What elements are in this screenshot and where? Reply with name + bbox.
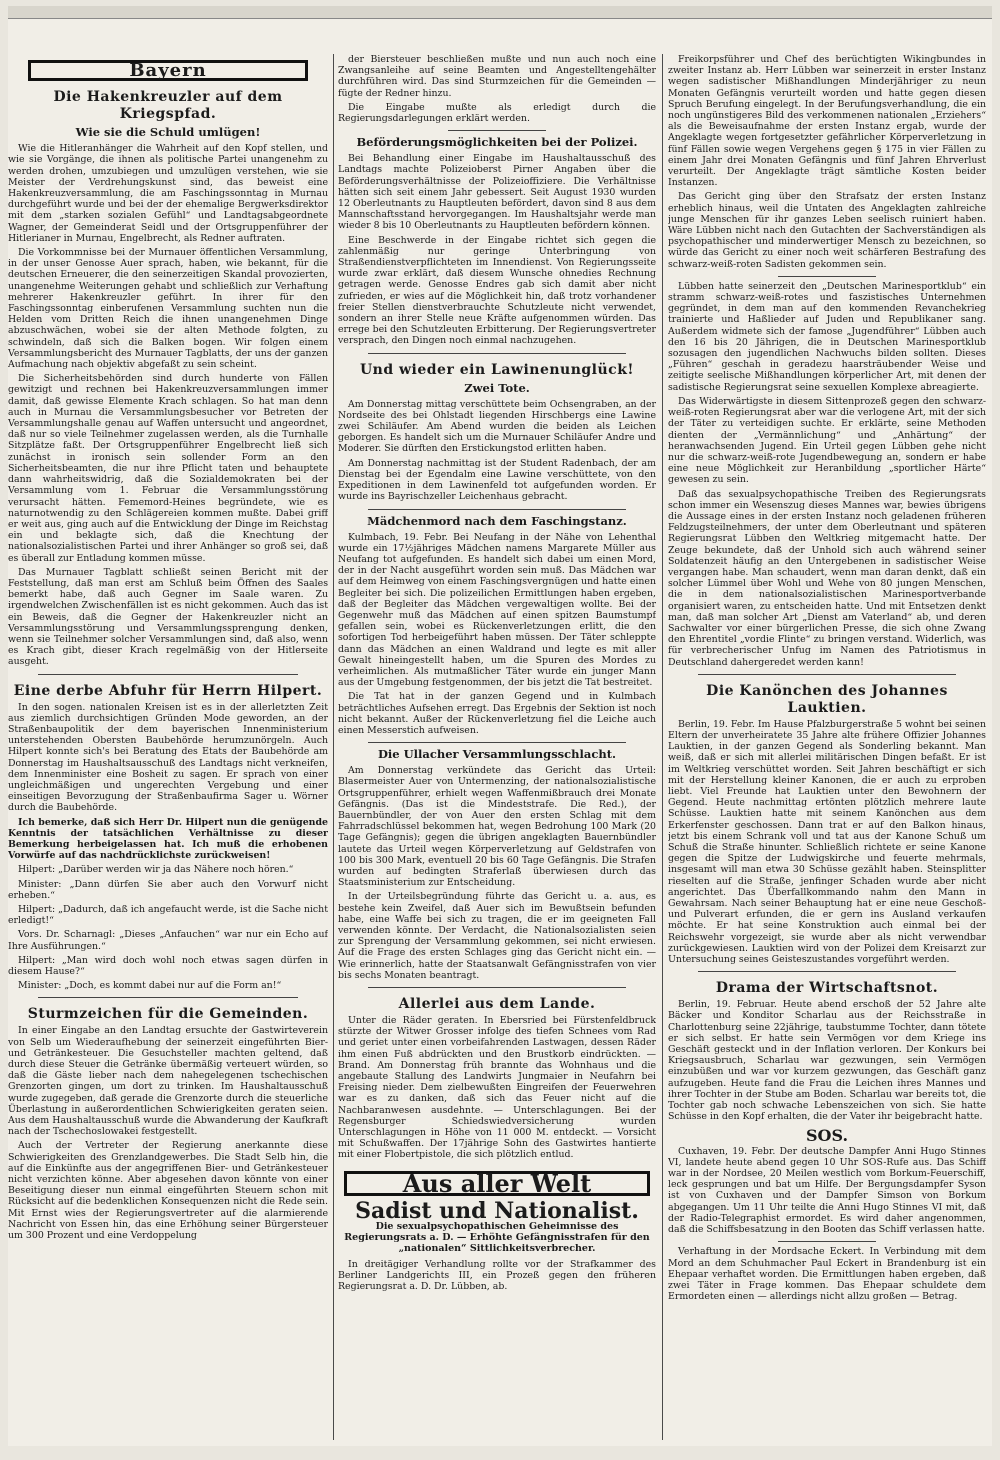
dialogue-line: Hilpert: „Dadurch, daß ich angefaucht werde, ist die Sache nicht erledigt!“	[8, 904, 328, 927]
section-header-bayern: Bayern	[28, 60, 308, 81]
article-paragraph: Das Widerwärtigste in diesem Sittenprozeß gegen den schwarz-weiß-roten Regierungsrat aber war die verlogene Art, mit der sich der Täter zu verteidigen suchte. Er erklärte, seine Methoden dienten der „Vermännlichung“ und „Anhärtung“ der heranwachsenden Jugend. Ein Urteil gegen Lübben gehe nicht nur die schwarz-weiß-rote Jugendbewegung an, sondern er habe eine neue Möglichkeit zur Heranbildung „sportlicher Härte“ gewesen zu sein.	[668, 395, 986, 486]
newspaper-page	[8, 6, 992, 1446]
article-paragraph: Freikorpsführer und Chef des berüchtigten Wikingbundes in zweiter Instanz ab. Herr Lübben war seinerzeit in erster Instanz wegen sadistischer Mißhandlungen Minderjähriger zu neun Monaten Gefängnis verurteilt worden und hatte gegen diesen Spruch Berufung eingelegt. In der Berufungsverhandlung, die ein noch ungünstigeres Bild des verkommenen nationalen „Erziehers“ als die Beweisaufnahme der ersten Instanz ergab, wurde der Angeklagte wegen fortgesetzter gefährlicher Körperverletzung in fünf Fällen sowie wegen Vergehens gegen § 175 in vier Fällen zu einem Jahr drei Monaten Gefängnis und fünf Jahren Ehrverlust verurteilt. Der Angeklagte trägt sämtliche Kosten beider Instanzen.	[668, 54, 986, 189]
separator	[368, 987, 626, 988]
column-divider	[333, 54, 334, 1440]
section-header-aus-aller-welt: Aus aller Welt	[344, 1171, 650, 1196]
column-2	[338, 54, 656, 1440]
separator	[698, 674, 956, 675]
headline: Eine derbe Abfuhr für Herrn Hilpert.	[13, 682, 323, 699]
article-paragraph: Die Tat hat in der ganzen Gegend und in Kulmbach beträchtliches Aufsehen erregt. Das Ergebnis der Sektion ist noch nicht bekannt. Außer der Rückenverletzung fiel die Leiche auch einen Messerstich aufweisen.	[338, 691, 656, 736]
subheadline: Wie sie die Schuld umlügen!	[75, 125, 261, 140]
article-paragraph: Die Vorkommnisse bei der Murnauer öffentlichen Versammlung, in der unser Genosse Auer sprach, haben, wie bekannt, für die deutschen Erneuerer, die den seinerzeitigen Skandal provozierten, unangenehme Weiterungen gehabt und schließlich zur Verhaftung mehrerer Hakenkreuzler geführt. In ihrer für den Faschingssonntag einberufenen Versammlung suchten nun die Helden vom Dritten Reich die ihnen unangenehmen Dinge abzuschwächen, wobei sie der alten Methode folgten, zu schwindeln, daß sich die Balken bogen. Wir folgen einem Versammlungsbericht des Murnauer Tagblatts, der uns der ganzen Aufmachung nach objektiv abgefaßt zu sein scheint.	[8, 247, 328, 371]
headline: Die Ullacher Versammlungsschlacht.	[377, 747, 617, 762]
headline: Die Kanönchen des Johannes Lauktien.	[706, 682, 948, 716]
article-paragraph: In der Urteilsbegründung führte das Gericht u. a. aus, es bestehe kein Zweifel, daß Auer sich im Bewußtsein befunden habe, eine Waffe bei sich zu tragen, die er im geeigneten Fall verwenden könnte. Der Verdacht, die Nationalsozialisten seien zur Sprengung der Versammlung gekommen, sei nicht erwiesen. Auf die Frage des ersten Schlages ging das Gericht nicht ein. — Wie erinnerlich, hatte der Staatsanwalt Gefängnisstrafen von vier bis sechs Monaten beantragt.	[338, 891, 656, 981]
article-paragraph: Das Gericht ging über den Strafsatz der ersten Instanz erheblich hinaus, weil die Untaten des Angeklagten zahlreiche junge Menschen für ihr ganzes Leben seelisch ruiniert haben. Wäre Lübben nicht nach den Gutachten der Sachverständigen als psychopathischer und minderwertiger Mensch zu bezeichnen, so würde das Gericht zu einer noch weit schärferen Bestrafung des schwarz-weiß-roten Sadisten gekommen sein.	[668, 191, 986, 270]
article-paragraph: Lübben hatte seinerzeit den „Deutschen Marinesportklub“ ein stramm schwarz-weiß-rotes und faszistisches Unternehmen gegründet, in dem man auf den kommenden Revanchekrieg trainierte und Haßlieder auf Juden und Republikaner sang. Außerdem widmete sich der famose „Jugendführer“ Lübben auch den 16 bis 20 Jährigen, die in Deutschen Marinesportklub sozusagen den jugendlichen Nachwuchs bilden sollten. Dieses „Führen“ geschah in geradezu haarsträubender Weise und zeitigte seelische Mißhandlungen körperlicher Art, mit denen der sadistische Regierungsrat seine sexuellen Komplexe abreagierte.	[668, 280, 986, 393]
article-paragraph: Daß das sexualpsychopathische Treiben des Regierungsrats schon immer ein Wesenszug dieses Mannes war, bewies übrigens die Aussage eines in der ersten Instanz noch geladenen früheren Feldzugsteilnehmers, der unter dem Oberleutnant und späteren Regierungsrat Lübben den Weltkrieg mitgemacht hatte. Der Zeuge bekundete, daß der Unhold sich auch während seiner Soldatenzeit häufig an den Untergebenen in sadistischer Weise vergangen habe. Man schaudert, wenn man daran denkt, daß ein solcher Lümmel über Wohl und Wehe von 80 jungen Menschen, die in dem nationalsozialistischen Marinesportverbande organisiert waren, zu entscheiden hatte. Und mit Entsetzen denkt man, daß man solcher Art „Dienst am Vaterland“ ab, und deren Sachwalter vor einer bürgerlichen Presse, die sich ohne Zwang den Ehrentitel „vordie Flinte“ zu bringen verstand. Widerlich, was für verbrecherischer Unfug im Namen des Patriotismus in Deutschland dahergeredet werden kann!	[668, 488, 986, 668]
separator	[368, 353, 626, 354]
headline: Mädchenmord nach dem Faschingstanz.	[367, 513, 627, 528]
article-paragraph: Eine Beschwerde in der Eingabe richtet sich gegen die zahlenmäßig nur geringe Unterbringung von Straßendienstverpflichteten im Innendienst. Von Regierungsseite wurde zwar erklärt, daß diesem Wunsche ohnedies Rechnung getragen werde. Genosse Endres gab sich damit aber nicht zufrieden, er wies auf die Möglichkeit hin, daß trotz vorhandener freier Stellen dienstverbrauchte Schutzleute nicht verwendet, sondern an ihrer Stelle neue Kräfte aufgenommen würden. Das errege bei den Schutzleuten Erbitterung. Der Regierungsvertreter versprach, den Dingen noch einmal nachzugehen.	[338, 234, 656, 347]
separator	[448, 130, 546, 131]
article-paragraph: Auch der Vertreter der Regierung anerkannte diese Schwierigkeiten des Grenzlandgewerbes. Die Stadt Selb hin, die auf die Einkünfte aus der angegriffenen Bier- und Getränkesteuer nicht verzichten könne. Aber abgesehen davon könnte von einer Beseitigung dieser nun einmal eingeführten Steuern schon mit Rücksicht auf die bedenklichen Konsequenzen nicht die Rede sein. Mit Ernst wies der Regierungsvertreter auf die alarmierende Nachricht von Essen hin, das eine Erhöhung seiner Bürgersteuer um 300 Prozent und eine Verdoppelung	[8, 1140, 328, 1242]
separator	[778, 276, 876, 277]
article-paragraph: Unter die Räder geraten. In Ebersried bei Fürstenfeldbruck stürzte der Witwer Grosser infolge des tiefen Schnees vom Rad und geriet unter einen vorbeifahrenden Lastwagen, dessen Räder ihm einen Fuß abdrückten und den Brustkorb eindrückten. — Brand. Am Donnerstag früh brannte das Wohnhaus und die angebaute Stallung des Landwirts Jungmaier in Neufahrn bei Freising nieder. Dem zielbewußten Eingreifen der Feuerwehren war es zu danken, daß sich das Feuer nicht auf die Nachbaranwesen ausdehnte. — Unterschlagungen. Bei der Regensburger Schiedswiedversicherung wurden Unterschlagungen in Höhe von 11 000 M. entdeckt. — Vorsicht mit Schußwaffen. Der 17jährige Sohn des Gastwirtes hantierte mit einer Flobertpistole, die sich plötzlich entlud.	[338, 1015, 656, 1161]
subheadline: Zwei Tote.	[464, 380, 530, 395]
article-paragraph: Verhaftung in der Mordsache Eckert. In Verbindung mit dem Mord an dem Schuhmacher Paul Eckert in Brandenburg ist ein Ehepaar verhaftet worden. Die Ermittlungen haben ergeben, daß zwei Täter in Frage kommen. Das Ehepaar schuldete dem Ermordeten einen — allerdings nicht allzu großen — Betrag.	[668, 1246, 986, 1303]
article-paragraph: Das Murnauer Tagblatt schließt seinen Bericht mit der Feststellung, daß man erst am Schluß beim Öffnen des Saales bemerkt habe, daß auch Gegner im Saale waren. Zu irgendwelchen Zwischenfällen ist es nicht gekommen. Auch das ist ein Beweis, daß die Gegner der Hakenkreuzler nicht an Versammlungsstörung und Versammlungssprengung denken, wenn sie Teilnehmer solcher Versammlungen sind, daß also, wenn es Krach gibt, dieser Krach regelmäßig von der Hitlerseite ausgeht.	[8, 566, 328, 668]
article-paragraph: Ich bemerke, daß sich Herr Dr. Hilpert nun die genügende Kenntnis der tatsächlichen Verhältnisse zu dieser Bemerkung herbeigelassen hat. Ich muß die erhobenen Vorwürfe auf das nachdrücklichste zurückweisen!	[8, 816, 328, 862]
page-top-strip	[8, 6, 992, 19]
article-paragraph: Kulmbach, 19. Febr. Bei Neufang in der Nähe von Lehenthal wurde ein 17½jähriges Mädchen namens Margarete Müller aus Neufang tot aufgefunden. Es handelt sich dabei um einen Mord, der in der Nacht ausgeführt worden sein muß. Das Mädchen war auf dem Heimweg von einem Faschingsvergnügen und hatte einen Begleiter bei sich. Die polizeilichen Ermittlungen haben ergeben, daß der Begleiter das Mädchen vergewaltigen wollte. Bei der Gegenwehr muß das Mädchen auf einen spitzen Baumstumpf gefallen sein, wobei es Rückenverletzungen erlitt, die den sofortigen Tod herbeigeführt haben müssen. Der Täter schleppte dann das Mädchen an einen Waldrand und legte es mit aller Gewalt hineingestellt haben, um die Spuren des Mordes zu verheimlichen. Als mutmaßlicher Täter wurde ein junger Mann aus der Umgebung festgenommen, der bis jetzt die Tat bestreitet.	[338, 531, 656, 689]
article-paragraph: Am Donnerstag verkündete das Gericht das Urteil: Blasermeister Auer von Untermenzing, der nationalsozialistische Ortsgruppenführer, erhielt wegen Waffenmißbrauch drei Monate Gefängnis. (Das ist die Mindeststrafe. Die Red.), der Bauernbündler, der von Auer den ersten Schlag mit dem Fahrradschlüssel bekommen hat, wegen Bedrohung 100 Mark (20 Tage Gefängnis); gegen die übrigen angeklagten Bauernbündler lautete das Urteil wegen Körperverletzung auf Geldstrafen von 100 bis 300 Mark, eventuell 20 bis 60 Tage Gefängnis. Die Strafen wurden auf bedingten Straferlaß überwiesen durch das Staatsministerium zur Entscheidung.	[338, 765, 656, 889]
dialogue-line: Hilpert: „Man wird doch wohl noch etwas sagen dürfen in diesem Hause?“	[8, 954, 328, 978]
article-paragraph: Bei Behandlung einer Eingabe im Haushaltausschuß des Landtags machte Polizeioberst Pirner Angaben über die Beförderungsverhältnisse der Polizeioffiziere. Die Verhältnisse hätten sich seit einem Jahr gebessert. Seit August 1930 wurden 12 Oberleutnants zu Hauptleuten befördert, davon sind 8 aus dem Mannschaftsstand hervorgegangen. Im Haushaltsjahr werde man wieder 8 bis 10 Oberleutnants zu Hauptleuten befördern können.	[338, 153, 656, 232]
article-paragraph: der Biersteuer beschließen mußte und nun auch noch eine Zwangsanleihe auf seine Beamten und Angestelltengehälter durchführen wird. Das sind Sturmzeichen für die Gemeinden — fügte der Redner hinzu.	[338, 54, 656, 99]
dialogue-line: Hilpert: „Darüber werden wir ja das Nähere noch hören.“	[18, 864, 294, 876]
headline: Sturmzeichen für die Gemeinden.	[27, 1006, 309, 1023]
headline: Drama der Wirtschaftsnot.	[715, 980, 939, 997]
article-paragraph: Cuxhaven, 19. Febr. Der deutsche Dampfer Anni Hugo Stinnes VI, landete heute abend gegen 10 Uhr SOS-Rufe aus. Das Schiff war in der Nordsee, 20 Meilen westlich vom Borkum-Feuerschiff, leck gesprungen und bat um Hilfe. Der Bergungsdampfer Syson ist von Cuxhaven und der Dampfer Simson von Borkum abgegangen. Um 11 Uhr teilte die Anni Hugo Stinnes VI mit, daß der Radio-Telegraphist ermordet. Es wird daher angenommen, daß die Schiffsbesatzung in den Booten das Schiff verlassen hatte.	[668, 1145, 986, 1236]
separator	[368, 509, 626, 510]
article-paragraph: Am Donnerstag mittag verschüttete beim Ochsengraben, an der Nordseite des bei Ohlstadt liegenden Hirschbergs eine Lawine zwei Schiläufer. Am Abend wurden die beiden als Leichen geborgen. Es handelt sich um die Murnauer Schiläufer Andre und Moderer. Sie dürften den Erstickungstod erlitten haben.	[338, 398, 656, 455]
separator	[38, 997, 298, 998]
separator	[778, 1241, 876, 1242]
dialogue-line: Minister: „Dann dürfen Sie aber auch den Vorwurf nicht erheben.“	[8, 878, 328, 901]
headline: Die Hakenkreuzler auf dem Kriegspfad.	[53, 89, 283, 123]
separator	[38, 674, 298, 675]
column-1	[8, 54, 328, 1440]
dialogue-line: Vors. Dr. Scharnagl: „Dieses „Anfauchen“ war nur ein Echo auf Ihre Ausführungen.“	[8, 929, 328, 952]
headline: Beförderungsmöglichkeiten bei der Polizei.	[356, 135, 638, 150]
article-paragraph: Berlin, 19. Febr. Im Hause Pfalzburgerstraße 5 wohnt bei seinen Eltern der unverheiratete 35 Jahre alte frühere Offizier Johannes Lauktien, in der ganzen Gegend als Sonderling bekannt. Man weiß, daß er sich mit allerlei militärischen Dingen befaßt. Er ist im Weltkrieg verschüttet worden. Seit Jahren beschäftigt er sich mit der Herstellung kleiner Kanonen, die er auch zu erproben liebt. Viel Freunde hat Lauktien unter den Bewohnern der Gegend. Heute nachmittag ertönten plötzlich mehrere laute Schüsse. Lauktien hatte mit seinem Kanönchen aus dem Erkerfenster geschossen. Dann trat er auf den Balkon hinaus, jetzt bis einem Schrank voll und tat aus der Kanone Schuß um Schuß die Straße hinunter. Schließlich richtete er seine Kanone gegen die Spitze der Ludwigskirche und feuerte mehrmals, insgesamt will man etwa 30 Schüsse gezählt haben. Steinsplitter rieselten auf die Straße, jenfinger Schaden wurde aber nicht angerichtet. Das Überfallkommando nahm den Mann in Gewahrsam. Nach seiner Behauptung hat er eine neue Geschoß- und Pulverart erfunden, die er gern ins Ausland verkaufen möchte. Er hat seine Konstruktion auch einmal bei der Reichswehr vorgezeigt, sie wurde aber als nicht verwendbar zurückgewiesen. Lauktien wird von der Polizei dem Kreisarzt zur Untersuchung seines Geisteszustandes vorgeführt werden.	[668, 718, 986, 966]
article-paragraph: Die Sicherheitsbehörden sind durch hunderte von Fällen gewitzigt und rechnen bei Hakenkreuzversammlungen immer damit, daß gewisse Elemente Krach schlagen. So hat man denn auch in Murnau die Versammlungsbesucher vor Betreten der Versammlungshalle genau auf Waffen untersucht und angeordnet, daß nur so viele Teilnehmer zugelassen werden, als die Turnhalle Sitzplätze faßt. Der Ortsgruppenführer Engelbrecht ließ sich zunächst in ironisch sein sollender Form an den Sicherheitsbeamten, die nur ihre Pflicht taten und behauptete dann wahrheitswidrig, daß die Sozialdemokraten bei der Versammlung vom 1. Februar die Versammlungsstörung verursacht hätten. Fememord-Heines begründete, wie es naturnotwendig zu den Schlägereien kommen mußte. Dabei griff er weit aus, ging auch auf die Entwicklung der Dinge im Reichstag ein und beklagte sich, daß die Knechtung der nationalsozialistischen Partei und ihrer Anhänger so groß sei, daß es überall zur Entladung kommen müsse.	[8, 373, 328, 564]
separator	[698, 971, 956, 972]
article-paragraph: Die Eingabe mußte als erledigt durch die Regierungsdarlegungen erklärt werden.	[338, 101, 656, 125]
column-3	[668, 54, 986, 1440]
column-divider	[662, 54, 663, 1440]
article-paragraph: In dreitägiger Verhandlung rollte vor der Strafkammer des Berliner Landgerichts III, ein Prozeß gegen den früheren Regierungsrat a. D. Dr. Lübben, ab.	[338, 1258, 656, 1293]
headline: Und wieder ein Lawinenunglück!	[359, 361, 635, 378]
article-paragraph: Am Donnerstag nachmittag ist der Student Radenbach, der am Dienstag bei der Egendalm eine Lawine verschüttete, von den Expeditionen in dem Lawinenfeld tot aufgefunden worden. Er wurde ins Bayrischzeller Leichenhaus gebracht.	[338, 457, 656, 503]
headline: Allerlei aus dem Lande.	[398, 996, 596, 1013]
headline: Sadist und Nationalist.	[355, 1197, 639, 1224]
headline: SOS.	[805, 1126, 849, 1146]
article-paragraph: In einer Eingabe an den Landtag ersuchte der Gastwirteverein von Selb um Wiederaufhebung der seinerzeit eingeführten Bier- und Getränkesteuer. Die Gesuchsteller machten geltend, daß durch diese Steuer die Getränke übermäßig verteuert würden, so daß die Gäste lieber nach dem nahegelegenen tschechischen Grenzorten gingen, um dort zu trinken. Im Haushaltausschuß wurde zugegeben, daß gerade die Grenzorte durch die steuerliche Überlastung in außerordentlichen Schwierigkeiten geraten seien. Aus dem Haushaltausschuß wurde die Abwanderung der Kaufkraft nach der Tschechoslowakei festgestellt.	[8, 1025, 328, 1138]
separator	[368, 742, 626, 743]
dialogue-line: Minister: „Doch, es kommt dabei nur auf die Form an!“	[18, 980, 282, 992]
article-paragraph: Berlin, 19. Februar. Heute abend erschoß der 52 Jahre alte Bäcker und Konditor Scharlau aus der Reichsstraße in Charlottenburg seine 22jährige, taubstumme Tochter, dann tötete er sich selbst. Er hatte sein Vermögen vor dem Kriege ins Geschäft gesteckt und in der Inflation verloren. Der Konkurs bei Kriegsausbruch, Scharlau war gezwungen, sein Vermögen einzubüßen und war vor kurzem gezwungen, das Geschäft ganz aufzugeben. Heute fand die Frau die Leichen ihres Mannes und ihrer Tochter in der Stube am Boden. Scharlau war bereits tot, die Tochter gab noch schwache Lebenszeichen von sich. Sie hatte Schüsse in den Kopf erhalten, die der Vater ihr beigebracht hatte.	[668, 999, 986, 1123]
article-paragraph: Wie die Hitleranhänger die Wahrheit auf den Kopf stellen, und wie sie Vorgänge, die ihnen als politische Partei unangenehm zu werden drohen, umzubiegen und umzulügen verstehen, wie sie Meister der Verdrehungskunst sind, das beweist eine Hakenkreuzversammlung, die am Faschingssonntag in Murnau durchgeführt wurde und bei der der ehemalige Bergwerksdirektor mit dem „starken sozialen Gefühl“ und Landtagsabgeordnete Wagner, der Gemeinderat Seidl und der Ortsgruppenführer der Hitlerianer in Murnau, Engelbrecht, als Redner auftraten.	[8, 143, 328, 244]
article-paragraph: In den sogen. nationalen Kreisen ist es in der allerletzten Zeit aus ziemlich durchsichtigen Gründen Mode geworden, an der Straßenbaupolitik der dem bayerischen Innenministerium unterstehenden Obersten Baubehörde herumzunörgeln. Auch Hilpert konnte sich's bei Beratung des Etats der Baubehörde am Donnerstag im Haushaltsausschuß des Landtags nicht verkneifen, dem Innenminister eine Bosheit zu sagen. Er sprach von einer ungleichmäßigen und ungerechten Vergebung und einer einseitigen Bevorzugung der Straßenbaufirma Sager u. Wörner durch die Baubehörde.	[8, 701, 328, 814]
subheadline: Die sexualpsychopathischen Geheimnisse des Regierungsrats a. D. — Erhöhte Gefängnisstrafen für den „nationalen“ Sittlichkeitsverbrecher.	[344, 1221, 650, 1255]
